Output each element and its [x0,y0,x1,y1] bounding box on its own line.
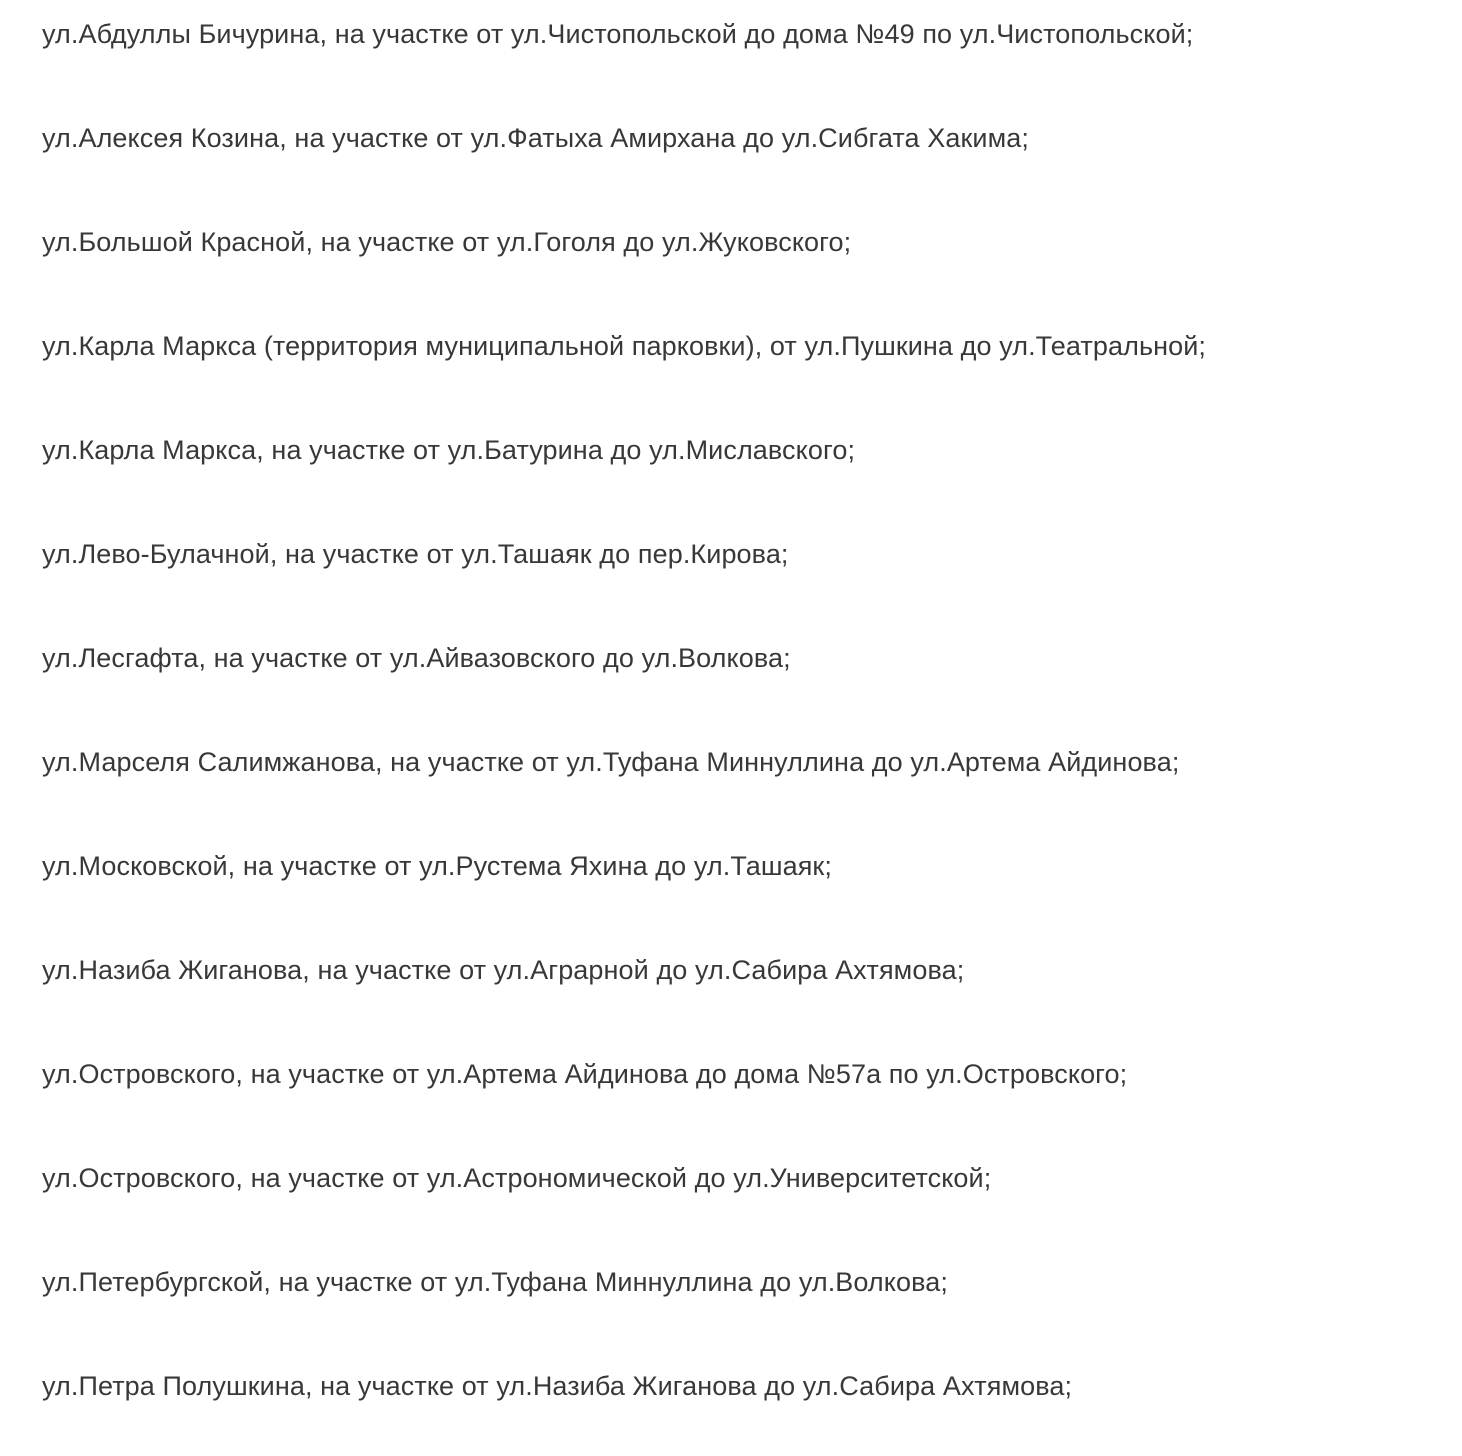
street-line-moskovskoy: ул.Московской, на участке от ул.Рустема Яхина до ул.Ташаяк; [42,851,832,881]
street-list [42,0,1442,1456]
street-line-peterburgskoy: ул.Петербургской, на участке от ул.Туфана Миннуллина до ул.Волкова; [42,1267,948,1297]
street-line-bolshoy-krasnoy: ул.Большой Красной, на участке от ул.Гоголя до ул.Жуковского; [42,227,852,257]
street-line-petra-polushkina: ул.Петра Полушкина, на участке от ул.Назиба Жиганова до ул.Сабира Ахтямова; [42,1371,1073,1401]
street-line-ostrovskogo-astronomicheskoy: ул.Островского, на участке от ул.Астрономической до ул.Университетской; [42,1163,992,1193]
street-line-karla-marksa-parking: ул.Карла Маркса (территория муниципальной парковки), от ул.Пушкина до ул.Театральной; [42,331,1207,361]
street-line-naziba-zhiganova: ул.Назиба Жиганова, на участке от ул.Аграрной до ул.Сабира Ахтямова; [42,955,965,985]
street-line-marselya-salimzhanova: ул.Марселя Салимжанова, на участке от ул.Туфана Миннуллина до ул.Артема Айдинова; [42,747,1180,777]
street-line-levo-bulachnoy: ул.Лево-Булачной, на участке от ул.Ташаяк до пер.Кирова; [42,539,789,569]
street-line-karla-marksa: ул.Карла Маркса, на участке от ул.Батурина до ул.Миславского; [42,435,856,465]
street-line-ostrovskogo-ajdinova: ул.Островского, на участке от ул.Артема Айдинова до дома №57а по ул.Островского; [42,1059,1128,1089]
street-line-lesgafta: ул.Лесгафта, на участке от ул.Айвазовского до ул.Волкова; [42,643,791,673]
street-line-abdully-bichurina: ул.Абдуллы Бичурина, на участке от ул.Чистопольской до дома №49 по ул.Чистопольской; [42,19,1194,49]
street-line-alekseya-kozina: ул.Алексея Козина, на участке от ул.Фатыха Амирхана до ул.Сибгата Хакима; [42,123,1029,153]
